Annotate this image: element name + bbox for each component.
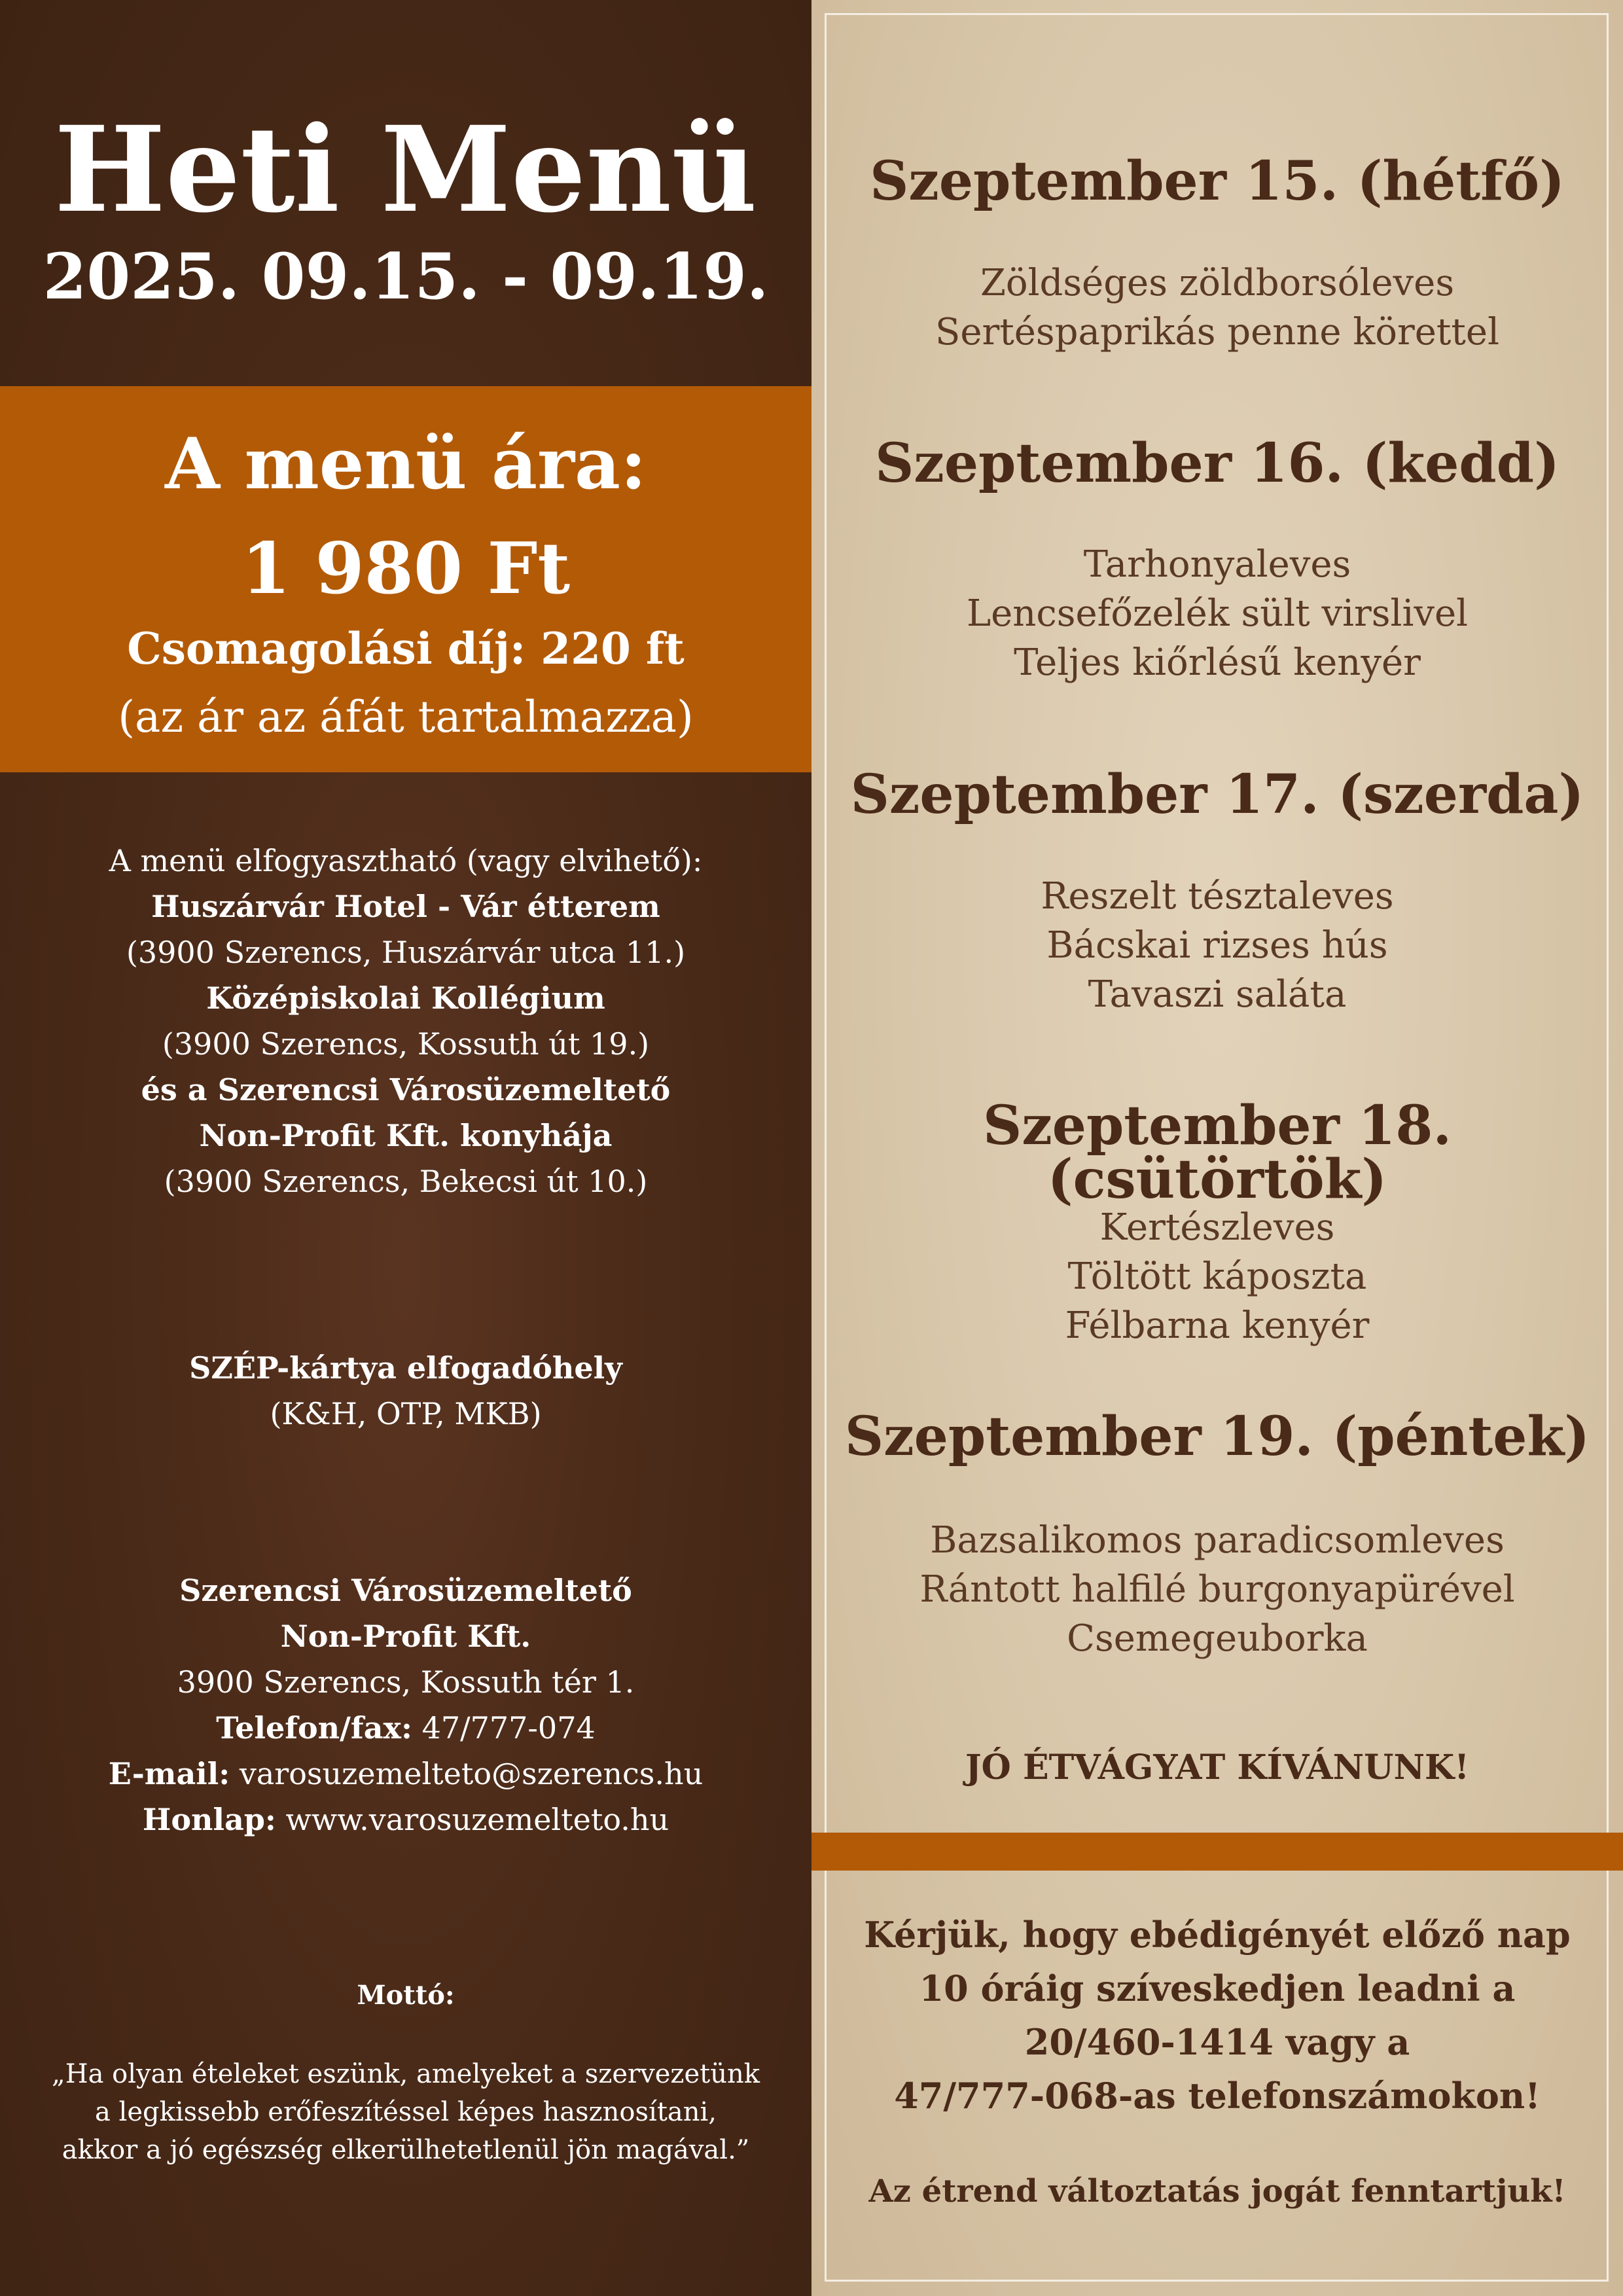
company-address: 3900 Szerencs, Kossuth tér 1.	[177, 1664, 635, 1700]
change-reserved-note: Az étrend változtatás jogát fenntartjuk!	[868, 2173, 1566, 2210]
bon-appetit: JÓ ÉTVÁGYAT KÍVÁNUNK!	[965, 1748, 1470, 1787]
vat-note: (az ár az áfát tartalmazza)	[118, 692, 694, 742]
motto-text	[0, 2055, 812, 2169]
szep-block	[0, 1345, 812, 1437]
szep-title: SZÉP-kártya elfogadóhely	[189, 1350, 622, 1386]
dish: Teljes kiőrlésű kenyér	[1014, 641, 1421, 684]
email-value[interactable]: varosuzemelteto@szerencs.hu	[239, 1756, 704, 1791]
motto-line-2: a legkissebb erőfeszítéssel képes hasznosítani,	[94, 2097, 717, 2127]
right-panel	[812, 0, 1623, 2296]
dish: Tarhonyaleves	[1083, 543, 1351, 586]
dish: Sertéspaprikás penne körettel	[935, 311, 1499, 353]
dish: Bácskai rizses hús	[1046, 924, 1388, 967]
company-name-line1: Szerencsi Városüzemeltető	[179, 1573, 632, 1608]
company-block	[0, 1568, 812, 1842]
location-3-name-line2: Non-Profit Kft. konyhája	[199, 1118, 613, 1153]
packaging-fee: Csomagolási díj: 220 ft	[127, 623, 685, 674]
dish: Bazsalikomos paradicsomleves	[930, 1519, 1505, 1562]
dish: Rántott halfilé burgonyapürével	[919, 1568, 1515, 1611]
company-name-line2: Non-Profit Kft.	[280, 1619, 531, 1654]
location-2-name: Középiskolai Kollégium	[206, 980, 605, 1016]
location-3-name-line1: és a Szerencsi Városüzemeltető	[141, 1072, 671, 1107]
day-5-dishes	[812, 1516, 1623, 1663]
menu-date-range: 2025. 09.15. - 09.19.	[43, 240, 769, 314]
phone-label: Telefon/fax:	[216, 1710, 412, 1746]
day-5-heading: Szeptember 19. (péntek)	[844, 1405, 1590, 1468]
dish: Tavaszi saláta	[1088, 973, 1347, 1016]
location-1-address: (3900 Szerencs, Huszárvár utca 11.)	[126, 935, 686, 970]
szep-cards: (K&H, OTP, MKB)	[270, 1396, 542, 1431]
motto-line-1: „Ha olyan ételeket eszünk, amelyeket a szervezetünk	[51, 2059, 760, 2089]
location-1-name: Huszárvár Hotel - Vár étterem	[151, 889, 660, 924]
day-4-dishes	[812, 1203, 1623, 1350]
dish: Lencsefőzelék sült virslivel	[966, 592, 1469, 635]
dish: Kertészleves	[1099, 1206, 1335, 1249]
request-line-3: 20/460-1414 vagy a	[1024, 2021, 1410, 2063]
motto-title: Mottó:	[357, 1980, 455, 2011]
dish: Töltött káposzta	[1067, 1255, 1367, 1298]
dish: Zöldséges zöldborsóleves	[980, 262, 1455, 304]
price-label: A menü ára:	[165, 423, 647, 505]
location-2-address: (3900 Szerencs, Kossuth út 19.)	[162, 1026, 650, 1062]
day-3-dishes	[812, 872, 1623, 1019]
dish: Félbarna kenyér	[1065, 1304, 1370, 1347]
day-2-dishes	[812, 540, 1623, 687]
request-line-2: 10 óráig szíveskedjen leadni a	[919, 1967, 1516, 2009]
day-2-heading: Szeptember 16. (kedd)	[875, 432, 1560, 495]
day-1-heading: Szeptember 15. (hétfő)	[870, 150, 1565, 213]
menu-title: Heti Menü	[54, 101, 758, 239]
order-request	[812, 1908, 1623, 2123]
day-1-dishes	[812, 259, 1623, 357]
locations-block	[0, 838, 812, 1204]
web-value[interactable]: www.varosuzemelteto.hu	[285, 1802, 669, 1837]
locations-intro: A menü elfogyasztható (vagy elvihető):	[109, 843, 703, 878]
request-line-1: Kérjük, hogy ebédigényét előző nap	[864, 1914, 1571, 1956]
day-4-heading: Szeptember 18. (csütörtök)	[982, 1094, 1452, 1211]
day-3-heading: Szeptember 17. (szerda)	[850, 763, 1584, 826]
orange-divider	[812, 1833, 1623, 1871]
motto-line-3: akkor a jó egészség elkerülhetetlenül jön magával.”	[62, 2135, 750, 2165]
request-line-4: 47/777-068-as telefonszámokon!	[894, 2075, 1541, 2117]
location-3-address: (3900 Szerencs, Bekecsi út 10.)	[164, 1164, 648, 1199]
dish: Csemegeuborka	[1067, 1617, 1368, 1660]
email-label: E-mail:	[108, 1756, 230, 1791]
phone-value: 47/777-074	[421, 1710, 596, 1746]
web-label: Honlap:	[142, 1802, 276, 1837]
dish: Reszelt tésztaleves	[1041, 875, 1394, 918]
price-value: 1 980 Ft	[241, 528, 571, 610]
